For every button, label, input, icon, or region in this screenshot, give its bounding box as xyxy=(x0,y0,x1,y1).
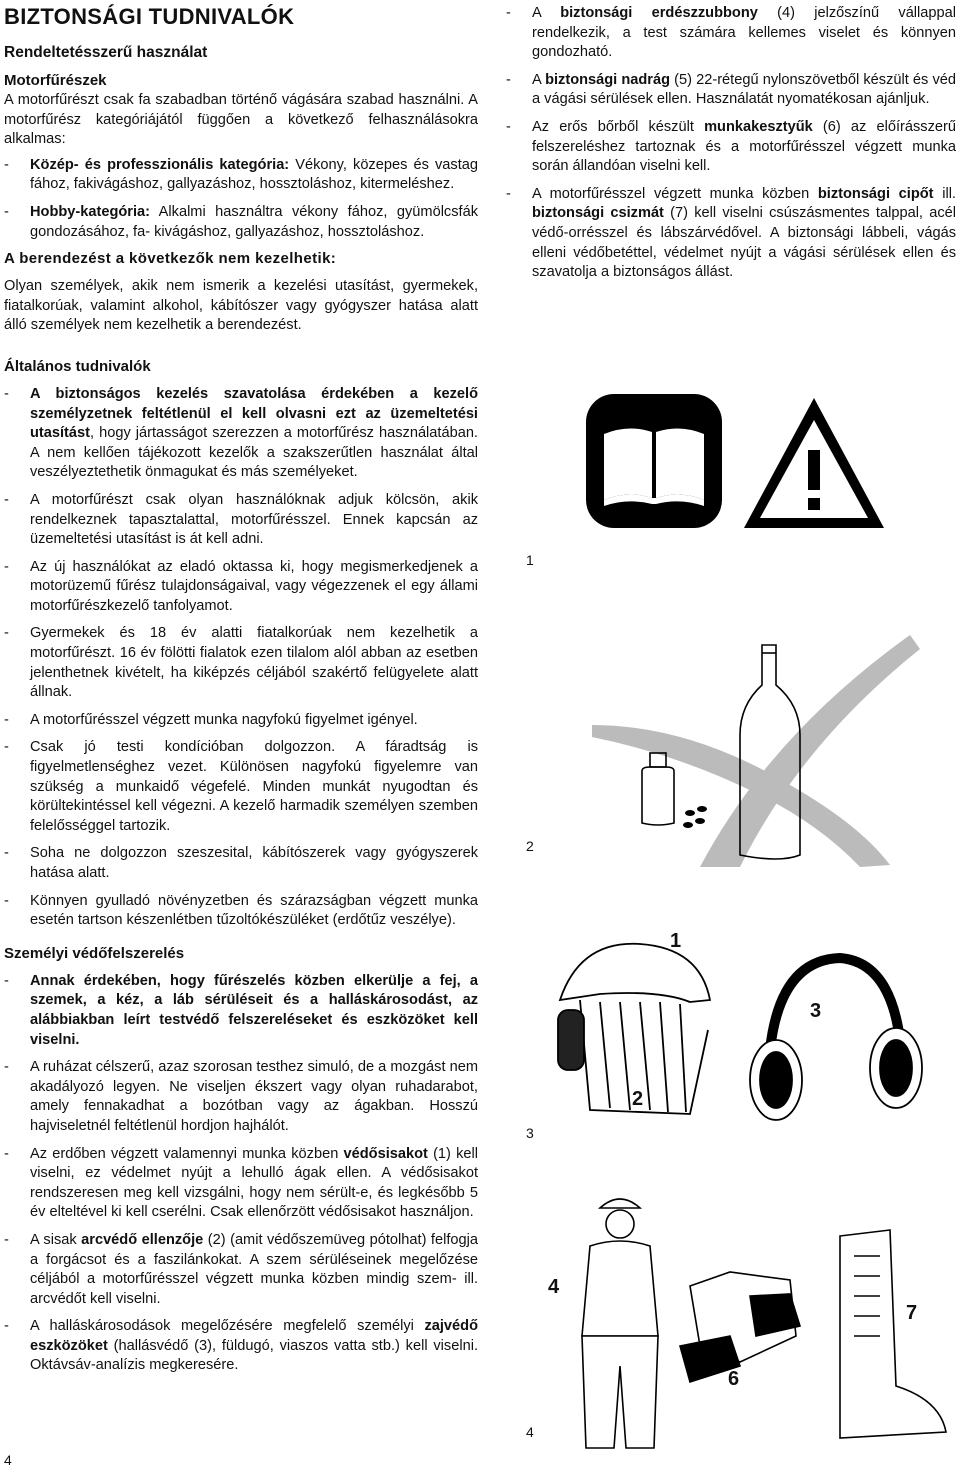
list-item: - A biztonsági erdészzubbony (4) jelzőszínű vállappal rendelkezik, a test számára kellemes viselet és könnyen gondozható. xyxy=(506,5,956,61)
earmuff-icon xyxy=(750,958,922,1120)
warning-triangle-icon xyxy=(744,398,884,528)
list-item: - A motorfűrésszel végzett munka közben biztonsági cipőt ill. biztonsági csizmát (7) kell viselni csúszásmentes talppal, acél védő-orrésszel és lábszárvédővel. A biztonsági lábbeli, vágás elleni védőbetéttel, védelmet nyújt a vágási sérülések ellen és szavatolja a biztonságos állást. xyxy=(506,185,956,281)
figure-number: 4 xyxy=(526,1424,534,1440)
list-item: - Az erdőben végzett valamennyi munka közben védősisakot (1) kell viselni, ez védelmet nyújt a lehulló ágak ellen. A védősisakot rendszeresen meg kell vizsgálni, hogy nem sérült-e, és legkésőbb 5 év elteltével ki kell cserélni. Csak ellenőrzött védősisakot használjon. xyxy=(4,1145,479,1221)
motor-intro: A motorfűrészt csak fa szabadban történő vágására szabad használni. A motorfűrész kategóriájától függően a következő felhasználásokra alkalmas: xyxy=(4,92,478,148)
list-item: - A halláskárosodások megelőzésére megfelelő személyi zajvédő eszközöket (hallásvédő (3), füldugó, viaszos vatta stb.) kell viselni. Oktávsáv-analízis megkeresére. xyxy=(4,1318,478,1374)
restrict-heading: A berendezést a következők nem kezelhetik: xyxy=(4,250,337,268)
list-item: - Közép- és professzionális kategória: Vékony, közepes és vastag fához, fakivágáshoz, gallyazáshoz, hossztoláshoz, kitermeléshez. xyxy=(4,156,478,193)
motor-heading: Motorfűrészek xyxy=(4,72,107,89)
gloves-label: 6 xyxy=(728,1368,740,1390)
list-item: - A biztonságos kezelés szavatolása érdekében a kezelő személyzetnek feltétlenül el kell olvasni ezt az üzemeltetési utasítást, hogy jártasságot szerezzen a motorfűrész használatában. A nem kellően tájékozott kezelők a szakszerűtlen használat által veszélyeztethetik önmagukat és más személyeket. xyxy=(4,385,478,481)
no-alcohol-illustration xyxy=(590,605,920,875)
list-item: - Csak jó testi kondícióban dolgozzon. A fáradtság is figyelmetlenséghez vezet. Különösen nagyfokú figyelemre van szükség a munkaidő végefelé. Minden munkát nyugodtan és körültekintéssel kell végezni. A kezelő harmadik személyen szemben felelősséggel tartozik. xyxy=(4,739,478,834)
glove-icon xyxy=(680,1272,800,1382)
list-item: - Könnyen gyulladó növényzetben és szárazságban végzett munka esetén tartson készenlétben tűzoltókészüléket (erdőtűz veszélye). xyxy=(4,892,478,929)
list-item: - Soha ne dolgozzon szeszesital, kábítószerek vagy gyógyszerek hatása alatt. xyxy=(4,845,478,881)
list-item: - Az új használókat az eladó oktassa ki, hogy megismerkedjenek a motorüzemű fűrész tulajdonságaival, vagy végezzenek el egy állami motorfűrészkezelő tanfolyamot. xyxy=(4,558,478,614)
read-manual-icon xyxy=(586,394,886,534)
worker-icon xyxy=(582,1199,658,1448)
ppe-heading: Személyi védőfelszerelés xyxy=(4,944,185,962)
list-item: - A motorfűrésszel végzett munka nagyfokú figyelmet igényel. xyxy=(4,711,418,728)
list-item: - Gyermekek és 18 év alatti fiatalkorúak nem kezelhetik a motorfűrészt. 16 év fölötti fialatok ezen tilalom alól abban az esetben jelenthetnek kivételt, ha kiképzés céljából szakértő felügyelete alatt állnak. xyxy=(4,625,478,701)
list-item: - A motorfűrészt csak olyan használóknak adjuk kölcsön, akik rendelkeznek tapasztalattal, motorfűrésszel. Ennek kapcsán az üzemeltetési utasítást is át kell adni. xyxy=(4,491,478,548)
helmet-icon xyxy=(540,940,940,1130)
right-column xyxy=(506,4,956,291)
earmuff-label: 3 xyxy=(810,1000,822,1022)
helmet-label: 1 xyxy=(670,930,682,952)
general-heading: Általános tudnivalók xyxy=(4,357,151,375)
jacket-label: 4 xyxy=(548,1276,560,1298)
restrict-text: Olyan személyek, akik nem ismerik a kezelési utasítást, gyermekek, fiatalkorúak, valamint alkohol, kábítószer vagy gyógyszer hatása alatt álló személyek nem kezelhetik a berendezést. xyxy=(4,278,478,334)
pills-icon xyxy=(683,806,707,828)
worker-ppe-illustration xyxy=(570,1186,950,1456)
visor-label: 2 xyxy=(632,1088,644,1110)
list-item: - A biztonsági nadrág (5) 22-rétegű nylonszövetből készült és véd a vágási sérülések ellen. Használatát nyomatékosan ajánljuk. xyxy=(506,71,957,108)
page-title: BIZTONSÁGI TUDNIVALÓK xyxy=(4,4,295,29)
boot-icon xyxy=(840,1230,946,1438)
list-item: - Az erős bőrből készült munkakesztyűk (6) az előírásszerű felszereléshez tartoznak és a motorfűrésszel végzett munka során állandóan viselni kell. xyxy=(506,118,956,175)
list-item: - Annak érdekében, hogy fűrészelés közben elkerülje a fej, a szemek, a kéz, a láb sérüléseit és a halláskárosodást, az alábbiakban leírt testvédő felszereléseket és eszközöket kell viselni. xyxy=(4,972,478,1048)
pill-bottle-icon xyxy=(642,753,674,825)
list-item: - A sisak arcvédő ellenzője (2) (amit védőszemüveg pótolhat) felfogja a forgácsot és a faszilánkokat. A szem sérüléseinek megelőzése céljából a motorfűrésszel végzett munka közben mindig szem- ill. arcvédőt kell viselni. xyxy=(4,1231,478,1307)
section-subtitle: Rendeltetésszerű használat xyxy=(4,44,208,61)
figure-number: 1 xyxy=(526,552,534,568)
list-item: - A ruházat célszerű, azaz szorosan testhez simuló, de a mozgást nem akadályozó legyen. Ne viseljen ékszert vagy olyan ruhadarabot, amely fennakadhat a bozótban vagy az ágakban. Hosszú hajviseletnél feltétlenül hordjon hajhálót. xyxy=(4,1059,478,1134)
left-column xyxy=(4,4,478,1384)
figure-number: 3 xyxy=(526,1125,534,1141)
boots-label: 7 xyxy=(906,1302,918,1324)
figure-number: 2 xyxy=(526,838,534,854)
page-number: 4 xyxy=(4,1452,12,1468)
list-item: - Hobby-kategória: Alkalmi használtra vékony fához, gyümölcsfák gondozásához, fa- kivágáshoz, gallyazáshoz, hossztoláshoz. xyxy=(4,203,478,240)
